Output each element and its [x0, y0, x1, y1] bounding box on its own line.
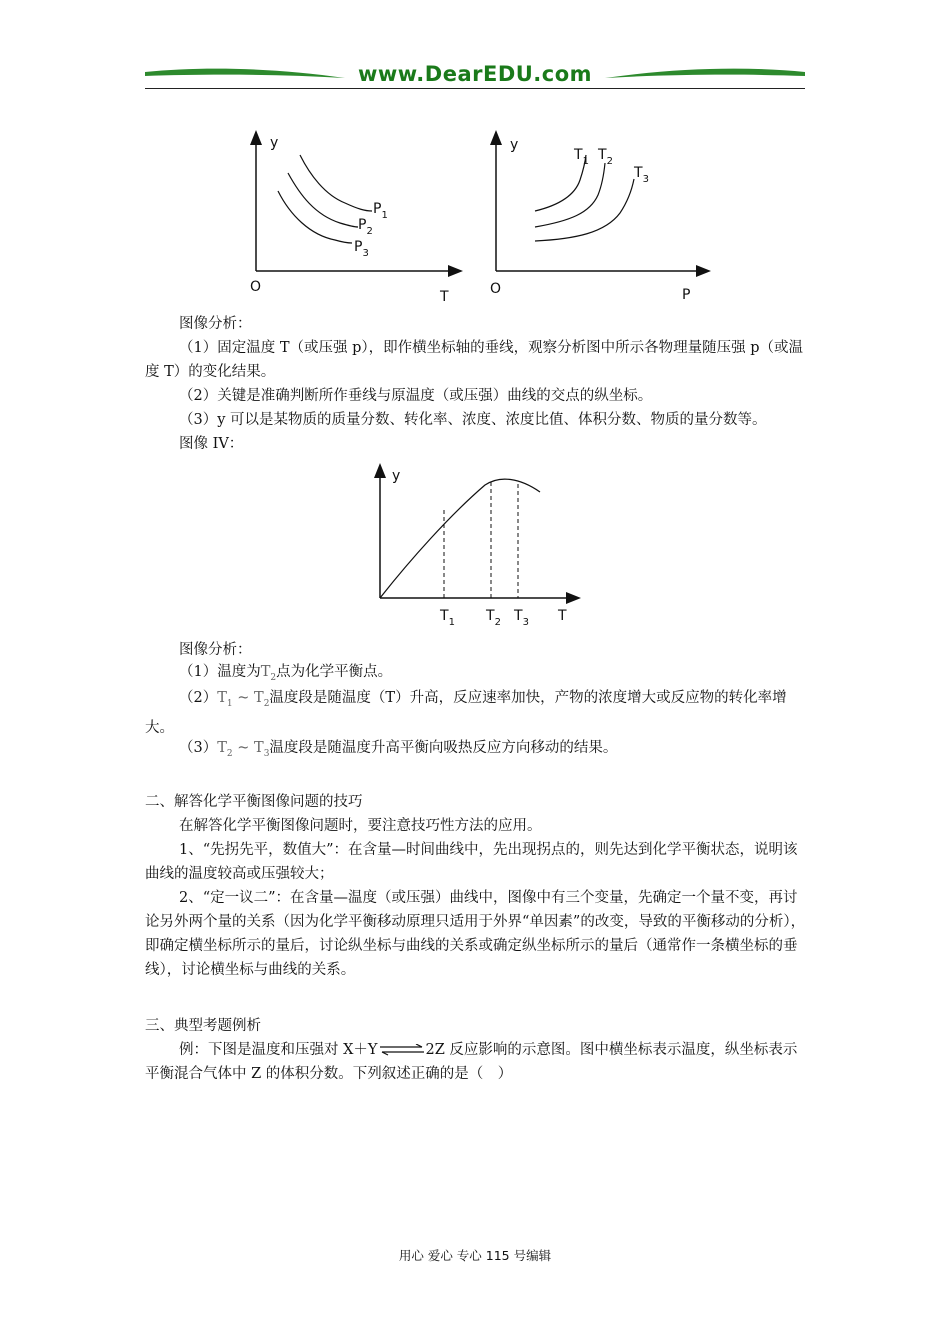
site-brand: www.DearEDU.com — [357, 62, 593, 86]
analysis1-item2: （2）关键是准确判断所作垂线与原温度（或压强）曲线的交点的纵坐标。 — [179, 388, 653, 404]
analysis1-item3: （3）y 可以是某物质的质量分数、转化率、浓度、浓度比值、体积分数、物质的量分数等。 — [179, 412, 767, 428]
fig4-tick-t2: $T_2$ — [486, 608, 501, 628]
label-t3: $T_3$ — [634, 165, 649, 185]
label-p2: $P_2$ — [358, 217, 373, 237]
label-t1: $T_1$ — [574, 147, 589, 167]
header-rule — [145, 88, 805, 89]
fig4-x-label: T — [558, 608, 567, 624]
analysis2-item1: （1）温度为$T_2$点为化学平衡点。 — [179, 664, 393, 683]
section2-tip2: 2、“定一议二”：在含量—温度（或压强）曲线中，图像中有三个变量，先确定一个量不变，再讨论另外两个量的关系（因为化学平衡移动原理只适用于外界“单因素”的改变，导致的平衡移动的分析），即确定横坐标所示的量后，讨论纵坐标与曲线的关系或确定纵坐标所示的量后（通常作一条横坐标的垂线），讨论横坐标与曲线的关系。 — [145, 890, 806, 978]
section2-tip1: 1、“先拐先平，数值大”：在含量—时间曲线中，先出现拐点的，则先达到化学平衡状态，说明该曲线的温度较高或压强较大； — [145, 842, 798, 882]
analysis1-item1: （1）固定温度 T（或压强 p），即作横坐标轴的垂线，观察分析图中所示各物理量随压强 p（或温度 T）的变化结果。 — [145, 340, 804, 380]
curve-t3 — [535, 179, 634, 241]
section3-example: 例：下图是温度和压强对 X＋Y 2Z 反应影响的示意图。图中横坐标表示温度，纵坐标表示平衡混合气体中 Z 的体积分数。下列叙述正确的是（ ） — [145, 1042, 798, 1082]
analysis2-title: 图像分析： — [179, 642, 252, 658]
section2-heading: 二、解答化学平衡图像问题的技巧 — [145, 794, 363, 810]
section3-heading: 三、典型考题例析 — [145, 1018, 261, 1034]
curve-p1 — [300, 155, 372, 211]
right-x-label: P — [682, 287, 691, 303]
figure4-title: 图像 IV： — [179, 436, 244, 452]
section2-intro: 在解答化学平衡图像问题时，要注意技巧性方法的应用。 — [179, 818, 542, 834]
figure-pressure-temperature — [230, 125, 720, 310]
right-origin-label: O — [490, 281, 502, 297]
analysis2-item3: $(3)T_2$ ~ $T_3$温度段是随温度升高平衡向吸热反应方向移动的结果。 — [179, 740, 618, 759]
page-header — [145, 60, 805, 92]
label-t2: $T_2$ — [598, 147, 613, 167]
left-y-label: y — [270, 135, 279, 151]
equilibrium-arrow-icon — [380, 1044, 424, 1056]
left-x-label: T — [440, 289, 449, 305]
right-swoosh-decoration — [605, 64, 805, 84]
fig4-y-label: y — [392, 468, 401, 484]
left-origin-label: O — [250, 279, 262, 295]
analysis2-item2: $(2)T_1$ ~ $T_2$温度段是随温度（T）升高，反应速率加快，产物的浓度增大或反应物的转化率增大。 — [145, 690, 787, 736]
label-p3: $P_3$ — [354, 239, 369, 259]
curve-t1 — [535, 155, 586, 211]
right-y-label: y — [510, 137, 519, 153]
fig4-tick-t1: $T_1$ — [440, 608, 455, 628]
analysis1-title: 图像分析： — [179, 316, 252, 332]
figure-iv — [360, 460, 590, 635]
curve-p3 — [278, 191, 352, 243]
page-footer: 用心 爱心 专心 115 号编辑 — [398, 1248, 552, 1263]
fig4-curve — [380, 479, 540, 598]
fig4-tick-t3: $T_3$ — [514, 608, 529, 628]
label-p1: $P_1$ — [373, 201, 388, 221]
